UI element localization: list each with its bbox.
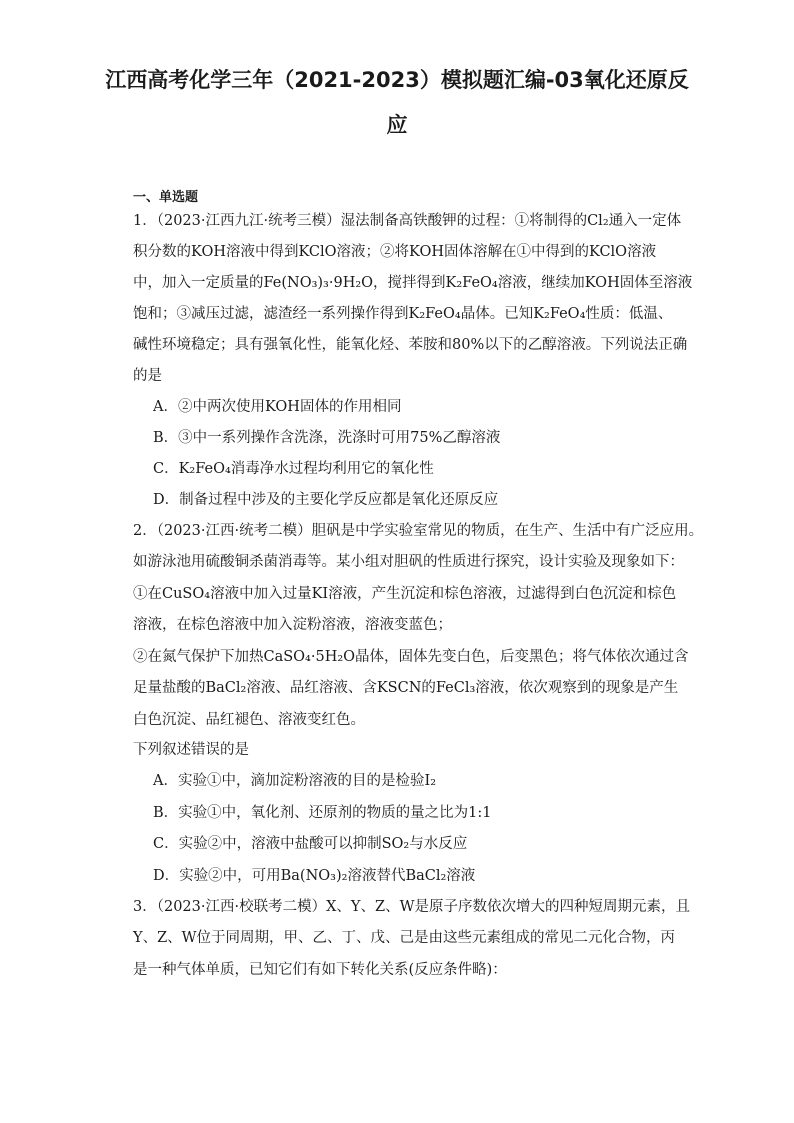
q2-option-d: D．实验②中，可用Ba(NO₃)₂溶液替代BaCl₂溶液 [153, 868, 476, 884]
q3-line: 是一种气体单质，已知它们有如下转化关系(反应条件略)： [133, 962, 507, 978]
q1-option-a: A．②中两次使用KOH固体的作用相同 [153, 399, 402, 415]
q1-line: 的是 [133, 368, 162, 384]
q2-line: 溶液，在棕色溶液中加入淀粉溶液，溶液变蓝色； [133, 617, 452, 633]
q1-line: 1．（2023·江西九江·统考三模）湿法制备高铁酸钾的过程：①将制得的Cl₂通入一定体 [133, 213, 682, 229]
q1-option-d: D．制备过程中涉及的主要化学反应都是氧化还原反应 [153, 492, 499, 508]
q1-option-c: C．K₂FeO₄消毒净水过程均利用它的氧化性 [153, 461, 434, 477]
q3-line: Y、Z、W位于同周期，甲、乙、丁、戊、己是由这些元素组成的常见二元化合物，丙 [133, 930, 676, 946]
document-title-line1: 江西高考化学三年（2021-2023）模拟题汇编-03氧化还原反 [105, 68, 689, 92]
q2-line: 下列叙述错误的是 [133, 742, 249, 758]
q2-option-c: C．实验②中，溶液中盐酸可以抑制SO₂与水反应 [153, 836, 468, 852]
q2-line: 白色沉淀、品红褪色、溶液变红色。 [133, 712, 365, 728]
document-title-line2: 应 [386, 113, 408, 137]
q2-line: ①在CuSO₄溶液中加入过量KI溶液，产生沉淀和棕色溶液，过滤得到白色沉淀和棕色 [133, 586, 677, 602]
q2-line: 如游泳池用硫酸铜杀菌消毒等。某小组对胆矾的性质进行探究，设计实验及现象如下： [133, 554, 684, 570]
q1-line: 饱和；③减压过滤，滤渣经一系列操作得到K₂FeO₄晶体。已知K₂FeO₄性质：低温、 [133, 306, 673, 322]
q1-line: 积分数的KOH溶液中得到KClO溶液；②将KOH固体溶解在①中得到的KClO溶液 [133, 244, 657, 260]
q2-line: ②在氮气保护下加热CaSO₄·5H₂O晶体，固体先变白色，后变黑色；将气体依次通过含 [133, 649, 689, 665]
q2-line: 2．（2023·江西·统考二模）胆矾是中学实验室常见的物质，在生产、生活中有广泛应用。 [133, 523, 704, 539]
section-heading: 一、单选题 [133, 190, 199, 205]
q1-option-b: B．③中一系列操作含洗涤，洗涤时可用75%乙醇溶液 [153, 430, 501, 446]
q2-option-b: B．实验①中，氧化剂、还原剂的物质的量之比为1:1 [153, 805, 492, 821]
q2-line: 足量盐酸的BaCl₂溶液、品红溶液、含KSCN的FeCl₃溶液，依次观察到的现象是产生 [133, 680, 679, 696]
q1-line: 碱性环境稳定；具有强氧化性，能氧化烃、苯胺和80%以下的乙醇溶液。下列说法正确 [133, 337, 688, 353]
q1-line: 中，加入一定质量的Fe(NO₃)₃·9H₂O，搅拌得到K₂FeO₄溶液，继续加KOH固体至溶液 [133, 275, 693, 291]
q3-line: 3．（2023·江西·校联考二模）X、Y、Z、W是原子序数依次增大的四种短周期元素，且 [133, 899, 690, 915]
q2-option-a: A．实验①中，滴加淀粉溶液的目的是检验I₂ [153, 773, 437, 789]
